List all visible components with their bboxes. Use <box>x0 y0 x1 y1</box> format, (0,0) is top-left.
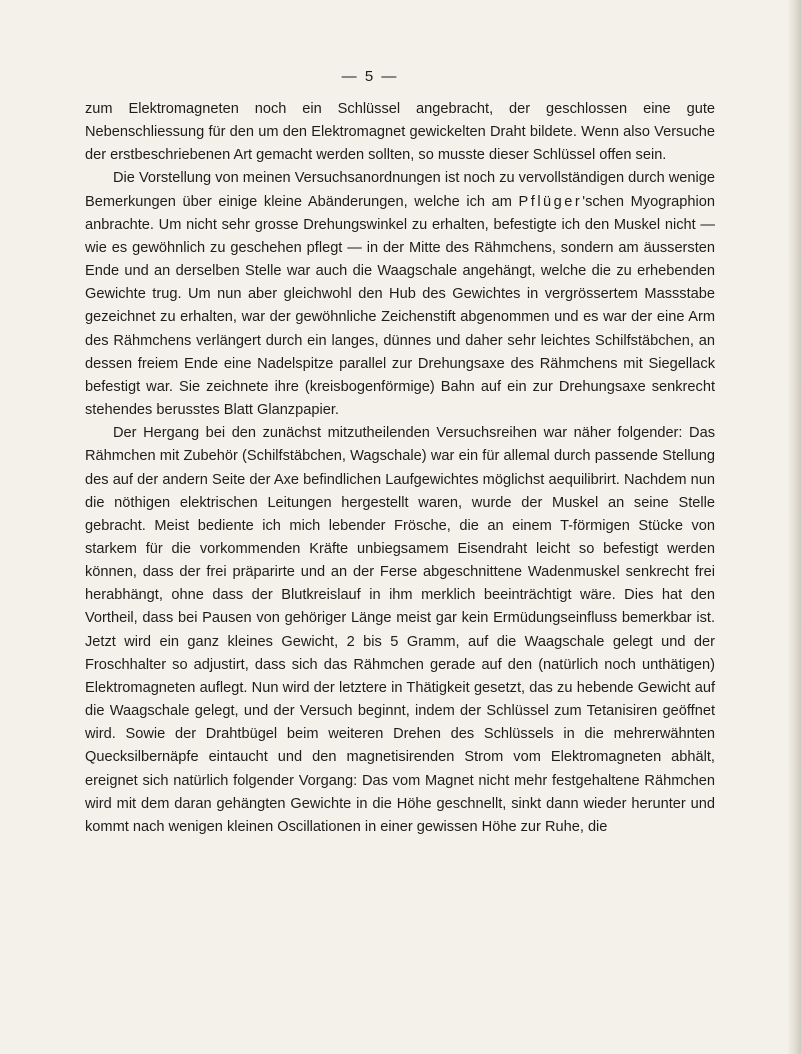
page-number: — 5 — <box>341 68 399 85</box>
paragraph-2-start: Die Vorstellung von meinen Versuchsanordnungen ist noch zu vervollständigen durch wenige Bemerkungen über einige kleine Abänderungen, welche ich am <box>85 170 715 210</box>
paragraph-3: Der Hergang bei den zunächst mitzutheilenden Versuchsreihen war näher folgender: Das Rähmchen mit Zubehör (Schilfstäbchen, Wagschale) war ein für allemal durch passende Stellung des auf der andern Seite der Axe befindlichen Laufgewichtes möglichst aequilibrirt. Nachdem nun die nöthigen elektrischen Leitungen hergestellt waren, wurde der Muskel an seine Stelle gebracht. Meist bediente ich mich lebender Frösche, die an einem T-förmigen Stücke von starkem für die vorkommenden Kräfte unbiegsamem Eisendraht leicht so befestigt werden können, dass der frei präparirte und an der Ferse abgeschnittene Wadenmuskel senkrecht frei herabhängt, ohne dass der Blutkreislauf in ihm merklich beeinträchtigt wäre. Dies hat den Vortheil, dass bei Pausen von gehöriger Länge meist gar kein Ermüdungseinfluss bemerkbar ist. Jetzt wird ein ganz kleines Gewicht, 2 bis 5 Gramm, auf die Waagschale gelegt und der Froschhalter so adjustirt, dass sich das Rähmchen gerade auf den (natürlich noch unthätigen) Elektromagneten auflegt. Nun wird der letztere in Thätigkeit gesetzt, das zu hebende Gewicht auf die Waagschale gelegt, und der Versuch beginnt, indem der Schlüssel zum Tetanisiren geöffnet wird. Sowie der Drahtbügel beim weiteren Drehen des Schlüssels in die mehrerwähnten Quecksilbernäpfe eintaucht und den magnetisirenden Strom vom Elektromagneten abhält, ereignet sich natürlich folgender Vorgang: Das vom Magnet nicht mehr festgehaltene Rähmchen wird mit dem daran gehängten Gewichte in die Höhe geschnellt, sinkt dann wieder herunter und kommt nach wenigen kleinen Oscillationen in einer gewissen Höhe zur Ruhe, die <box>85 425 715 835</box>
page-body <box>85 98 715 839</box>
page-edge-shadow <box>787 0 801 1054</box>
paragraph-1: zum Elektromagneten noch ein Schlüssel angebracht, der geschlossen eine gute Nebenschliessung für den um den Elektromagnet gewickelten Draht bildete. Wenn also Versuche der erstbeschriebenen Art gemacht werden sollten, so musste dieser Schlüssel offen sein. <box>85 101 715 164</box>
paragraph-2-rest: 'schen Myographion anbrachte. Um nicht sehr grosse Drehungswinkel zu erhalten, befestigte ich den Muskel nicht — wie es gewöhnlich zu geschehen pflegt — in der Mitte des Rähmchens, sondern am äussersten Ende und an derselben Stelle war auch die Waagschale angehängt, welche die zu erhebenden Gewichte trug. Um nun aber gleichwohl den Hub des Gewichtes in vergrössertem Massstabe gezeichnet zu erhalten, war der gewöhnliche Zeichenstift abgenommen und es war der eine Arm des Rähmchens verlängert durch ein langes, dünnes und daher sehr leichtes Schilfstäbchen, an dessen freiem Ende eine Nadelspitze parallel zur Drehungsaxe des Rähmchens mit Siegellack befestigt war. Sie zeichnete ihre (kreisbogenförmige) Bahn auf ein zur Drehungsaxe senkrecht stehendes berusstes Blatt Glanzpapier. <box>85 193 716 419</box>
author-name: Pflüger <box>518 193 583 210</box>
paragraph-2 <box>85 167 715 422</box>
